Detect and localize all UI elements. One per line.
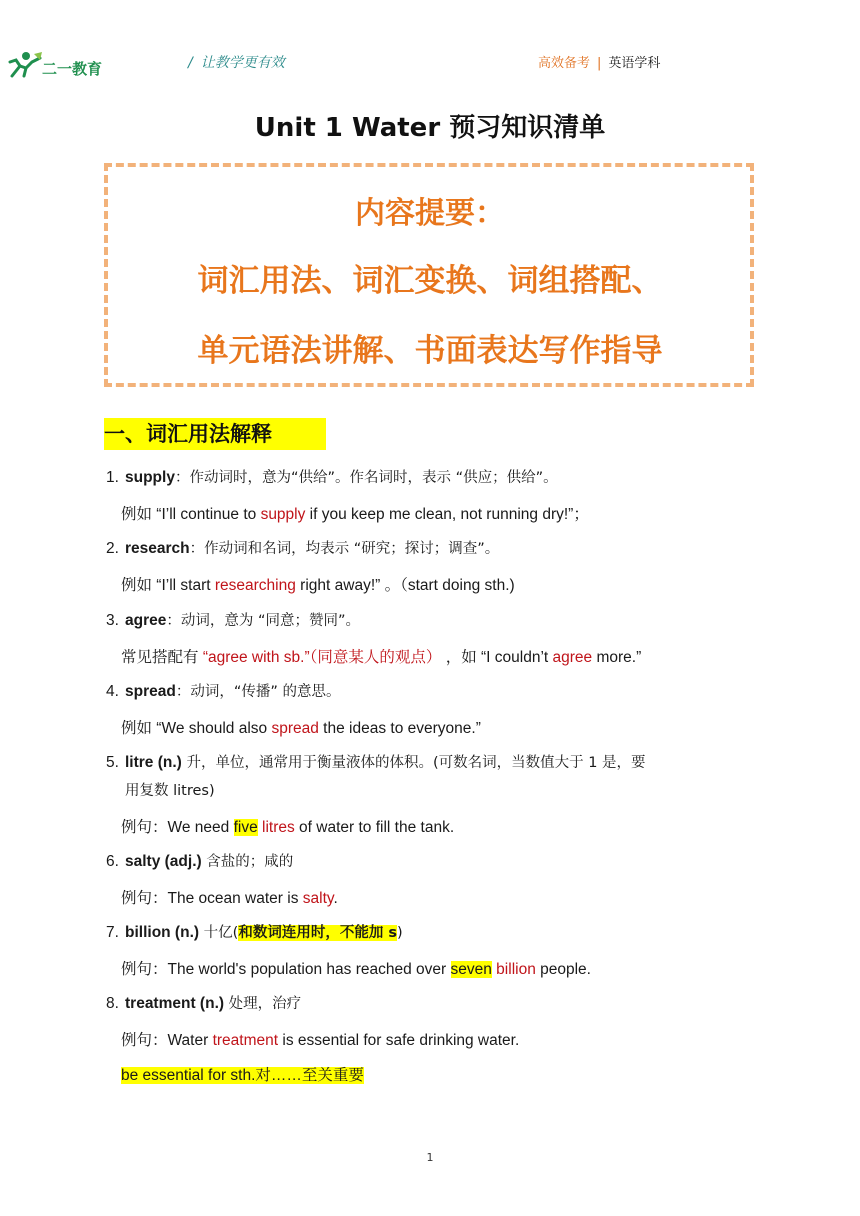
item-4-example (121, 716, 481, 738)
example-text: ，如 “I couldn’t (441, 649, 553, 666)
slogan-slash: / (188, 55, 193, 71)
example-text: people. (535, 961, 591, 978)
logo (4, 48, 114, 78)
highlighted-note: be essential for sth.对……至关重要 (121, 1067, 364, 1084)
slogan (188, 52, 285, 72)
item-desc: ：作动词时，意为“供给”。作名词时，表示 “供应；供给”。 (174, 470, 558, 486)
item-4 (106, 680, 340, 701)
example-text: 例如 “I’ll continue to (121, 506, 261, 523)
highlighted-note: 和数词连用时，不能加 s (238, 925, 398, 941)
example-keyword: litres (257, 819, 295, 836)
example-keyword: salty (302, 890, 334, 907)
example-keyword: agree (552, 649, 593, 666)
item-term: litre (n.) (125, 754, 182, 771)
page-number: 1 (426, 1151, 434, 1164)
item-desc: 含盐的；咸的 (201, 854, 294, 870)
item-desc: ：动词，意为 “同意；赞同”。 (166, 613, 361, 629)
item-term: research (125, 540, 190, 557)
item-desc: 十亿( (199, 925, 239, 941)
item-number: 6. (106, 853, 119, 870)
example-text: if you keep me clean, not running dry!”； (305, 506, 589, 523)
item-term: salty (adj.) (125, 853, 202, 870)
item-6-example (121, 886, 338, 908)
item-1-example (121, 502, 589, 524)
item-3-example (121, 645, 641, 667)
example-text: the ideas to everyone.” (318, 720, 481, 737)
header-separator: | (597, 56, 602, 71)
example-text: right away!” 。（start doing sth.) (295, 577, 515, 594)
logo-text: 二一教育 (42, 60, 103, 78)
item-term: spread (125, 683, 176, 700)
item-number: 3. (106, 612, 119, 629)
item-2 (106, 537, 499, 558)
example-keyword: billion (491, 961, 536, 978)
subject-label: 英语学科 (608, 56, 661, 71)
item-5-example (121, 815, 454, 837)
section-heading: 一、词汇用法解释 (104, 418, 326, 450)
example-text: 例如 “We should also (121, 720, 272, 737)
page-header (0, 40, 860, 80)
item-8-example (121, 1028, 519, 1050)
example-text: 例句：Water (121, 1032, 213, 1049)
example-text: 例句：The ocean water is (121, 890, 303, 907)
item-term: treatment (n.) (125, 995, 225, 1012)
item-5-desc-cont (125, 779, 215, 800)
example-keyword: supply (260, 506, 306, 523)
example-keyword: researching (214, 577, 296, 594)
summary-line-1: 词汇用法、词汇变换、词组搭配、 (197, 263, 663, 299)
example-text: more.” (592, 649, 642, 666)
item-desc: 升，单位，通常用于衡量液体的体积。(可数名词，当数值大于 1 是，要 (181, 755, 646, 771)
item-number: 1. (106, 469, 119, 486)
item-term: supply (125, 469, 175, 486)
highlighted-word: seven (450, 961, 492, 978)
example-keyword: treatment (212, 1032, 279, 1049)
summary-line-2: 单元语法讲解、书面表达写作指导 (197, 333, 663, 369)
item-7 (106, 921, 403, 942)
example-text: 例句：The world's population has reached over (121, 961, 451, 978)
example-text: 例如 “I’ll start (121, 577, 215, 594)
summary-heading: 内容提要： (355, 196, 505, 231)
item-number: 5. (106, 754, 119, 771)
item-desc: 用复数 litres) (125, 783, 215, 799)
item-3 (106, 609, 360, 630)
page-title: Unit 1 Water 预习知识清单 (254, 113, 606, 143)
item-number: 4. (106, 683, 119, 700)
example-text: 常见搭配有 (121, 649, 203, 666)
example-keyword: “agree with sb.”（同意某人的观点） (202, 649, 442, 666)
example-text: is essential for safe drinking water. (278, 1032, 520, 1049)
header-subject (538, 52, 660, 71)
item-2-example (121, 573, 515, 595)
item-number: 7. (106, 924, 119, 941)
item-desc: ：作动词和名词，均表示 “研究；探讨；调查”。 (189, 541, 500, 557)
prep-label: 高效备考 (538, 56, 591, 71)
item-number: 8. (106, 995, 119, 1012)
item-5 (106, 751, 646, 772)
example-keyword: spread (271, 720, 319, 737)
item-desc: ：动词，“传播” 的意思。 (175, 684, 341, 700)
item-8-note (121, 1063, 364, 1085)
item-1 (106, 466, 558, 487)
item-desc: 处理，治疗 (224, 996, 302, 1012)
example-text: . (333, 890, 338, 907)
item-term: agree (125, 612, 167, 629)
runner-logo-icon (4, 50, 44, 80)
item-number: 2. (106, 540, 119, 557)
highlighted-word: five (233, 819, 258, 836)
item-8 (106, 992, 301, 1013)
example-text: 例句：We need (121, 819, 234, 836)
item-6 (106, 850, 293, 871)
item-desc: ) (397, 925, 403, 941)
item-term: billion (n.) (125, 924, 200, 941)
slogan-text: 让教学更有效 (200, 55, 285, 71)
example-text: of water to fill the tank. (294, 819, 455, 836)
item-7-example (121, 957, 591, 979)
